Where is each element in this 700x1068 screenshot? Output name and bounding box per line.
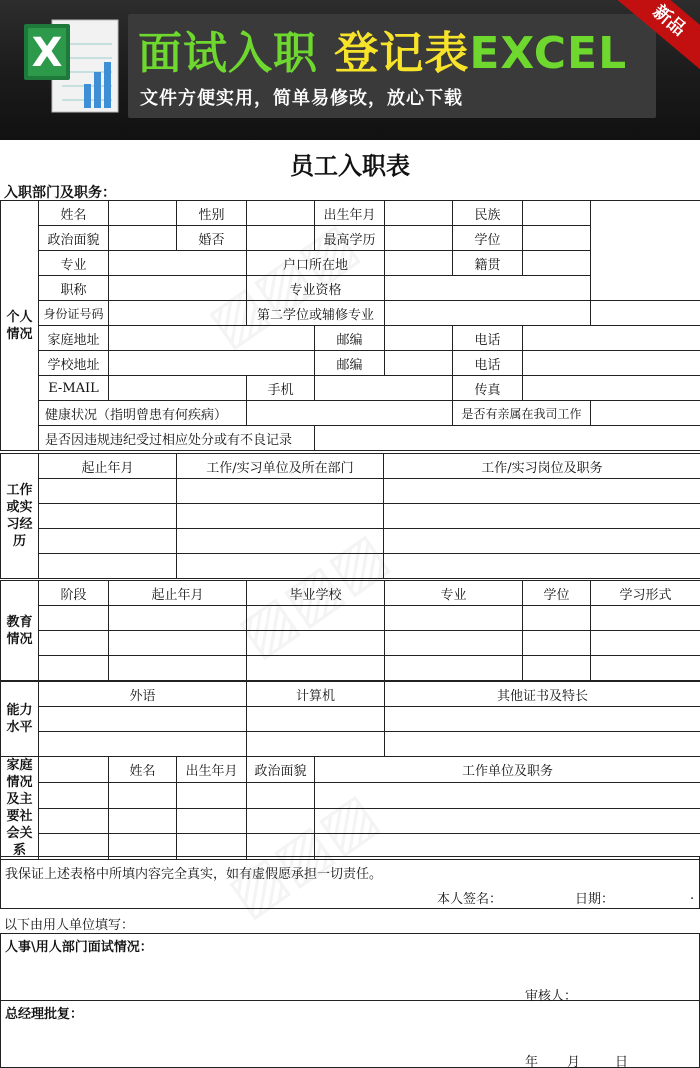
- header-stage: 阶段: [39, 581, 109, 606]
- value-cell[interactable]: [385, 276, 591, 301]
- value-cell[interactable]: [523, 656, 591, 681]
- label-native-place: 籍贯: [453, 251, 523, 276]
- value-cell[interactable]: [109, 251, 247, 276]
- value-cell[interactable]: [109, 376, 247, 401]
- value-cell[interactable]: [177, 479, 384, 504]
- value-cell[interactable]: [384, 504, 700, 529]
- value-cell[interactable]: [385, 606, 523, 631]
- value-cell[interactable]: [385, 251, 453, 276]
- label-education: 最高学历: [315, 226, 385, 251]
- value-cell[interactable]: [247, 656, 385, 681]
- value-cell[interactable]: [384, 554, 700, 579]
- value-cell[interactable]: [384, 479, 700, 504]
- header-computer: 计算机: [247, 682, 385, 707]
- banner-subtitle: 文件方便实用，简单易修改，放心下载: [140, 88, 463, 109]
- header-major: 专业: [385, 581, 523, 606]
- label-email: E-MAIL: [39, 376, 109, 401]
- reviewer-label: 审核人：: [525, 989, 578, 1004]
- value-cell[interactable]: [315, 426, 700, 451]
- value-cell[interactable]: [39, 757, 109, 783]
- header-position: 工作/实习岗位及职务: [384, 454, 700, 479]
- value-cell[interactable]: [385, 301, 591, 326]
- value-cell[interactable]: [247, 201, 315, 226]
- value-cell[interactable]: [39, 808, 109, 834]
- value-cell[interactable]: [315, 782, 700, 808]
- label-health: 健康状况（指明曾患有何疾病）: [39, 401, 247, 426]
- value-cell[interactable]: [385, 656, 523, 681]
- value-cell[interactable]: [247, 631, 385, 656]
- family-table: [0, 756, 700, 860]
- value-cell[interactable]: [109, 631, 247, 656]
- value-cell[interactable]: [247, 707, 385, 732]
- value-cell[interactable]: [39, 504, 177, 529]
- header-politics: 政治面貌: [247, 757, 315, 783]
- label-postcode: 邮编: [315, 326, 385, 351]
- value-cell[interactable]: [385, 201, 453, 226]
- header-period: 起止年月: [109, 581, 247, 606]
- year-label: 年: [525, 1055, 539, 1068]
- value-cell[interactable]: [385, 732, 700, 757]
- value-cell[interactable]: [39, 529, 177, 554]
- label-marital: 婚否: [177, 226, 247, 251]
- label-politics: 政治面貌: [39, 226, 109, 251]
- value-cell[interactable]: [177, 554, 384, 579]
- value-cell[interactable]: [39, 606, 109, 631]
- banner-title-part1: 面试入职: [138, 28, 318, 79]
- date-end: .: [690, 888, 695, 903]
- value-cell[interactable]: [591, 631, 700, 656]
- label-birth: 出生年月: [315, 201, 385, 226]
- value-cell[interactable]: [591, 301, 700, 326]
- personal-section-label: 个人情况: [1, 201, 39, 451]
- value-cell[interactable]: [109, 782, 177, 808]
- signature-label: 本人签名：: [437, 892, 503, 907]
- label-disciplinary: 是否因违规违纪受过相应处分或有不良记录: [39, 426, 315, 451]
- value-cell[interactable]: [39, 554, 177, 579]
- label-ethnicity: 民族: [453, 201, 523, 226]
- value-cell[interactable]: [247, 226, 315, 251]
- label-fax: 传真: [453, 376, 523, 401]
- banner-title-part3: EXCEL: [469, 28, 628, 79]
- value-cell[interactable]: [39, 631, 109, 656]
- value-cell[interactable]: [591, 656, 700, 681]
- value-cell[interactable]: [523, 606, 591, 631]
- label-mobile: 手机: [247, 376, 315, 401]
- header-degree: 学位: [523, 581, 591, 606]
- value-cell[interactable]: [523, 226, 591, 251]
- declaration-box: [0, 856, 700, 909]
- banner-title-part2: 登记表: [334, 28, 470, 79]
- value-cell[interactable]: [523, 631, 591, 656]
- value-cell[interactable]: [385, 631, 523, 656]
- value-cell[interactable]: [109, 276, 247, 301]
- value-cell[interactable]: [385, 226, 453, 251]
- value-cell[interactable]: [109, 301, 247, 326]
- photo-cell[interactable]: [591, 201, 700, 301]
- work-section-label: 工作或实习经历: [1, 454, 39, 579]
- value-cell[interactable]: [523, 351, 700, 376]
- header-language: 外语: [39, 682, 247, 707]
- header-name: 姓名: [109, 757, 177, 783]
- header-period: 起止年月: [39, 454, 177, 479]
- value-cell[interactable]: [39, 479, 177, 504]
- value-cell[interactable]: [109, 656, 247, 681]
- value-cell[interactable]: [247, 401, 453, 426]
- value-cell[interactable]: [247, 606, 385, 631]
- interview-box[interactable]: [0, 933, 700, 1004]
- header-employer: 工作单位及职务: [315, 757, 700, 783]
- label-school-address: 学校地址: [39, 351, 109, 376]
- ability-table: [0, 681, 700, 757]
- label-title: 职称: [39, 276, 109, 301]
- label-hukou: 户口所在地: [247, 251, 385, 276]
- label-phone: 电话: [453, 351, 523, 376]
- svg-text:X: X: [31, 30, 63, 76]
- value-cell[interactable]: [39, 782, 109, 808]
- header-certificates: 其他证书及特长: [385, 682, 700, 707]
- value-cell[interactable]: [384, 529, 700, 554]
- new-ribbon-label: 新品: [648, 1, 690, 41]
- date-label: 日期：: [575, 892, 615, 907]
- month-label: 月: [567, 1055, 581, 1068]
- label-qualification: 专业资格: [247, 276, 385, 301]
- value-cell[interactable]: [109, 351, 315, 376]
- label-degree: 学位: [453, 226, 523, 251]
- value-cell[interactable]: [523, 326, 700, 351]
- value-cell[interactable]: [523, 201, 591, 226]
- value-cell[interactable]: [385, 707, 700, 732]
- label-name: 姓名: [39, 201, 109, 226]
- value-cell[interactable]: [247, 808, 315, 834]
- ability-section-label: 能力水平: [1, 682, 39, 757]
- value-cell[interactable]: [315, 376, 453, 401]
- value-cell[interactable]: [109, 226, 177, 251]
- value-cell[interactable]: [109, 201, 177, 226]
- value-cell[interactable]: [39, 707, 247, 732]
- label-home-address: 家庭地址: [39, 326, 109, 351]
- employer-note: 以下由用人单位填写：: [4, 918, 135, 933]
- value-cell[interactable]: [385, 351, 453, 376]
- interview-label: 人事\用人部门面试情况：: [5, 940, 153, 955]
- work-table: [0, 453, 700, 579]
- value-cell[interactable]: [39, 656, 109, 681]
- header-employer: 工作/实习单位及所在部门: [177, 454, 384, 479]
- family-section-label: 家庭情况及主要社会关系: [1, 757, 39, 860]
- value-cell[interactable]: [109, 606, 247, 631]
- personal-table: [0, 200, 700, 451]
- declaration-text: 我保证上述表格中所填内容完全真实，如有虚假愿承担一切责任。: [5, 867, 383, 882]
- value-cell[interactable]: [177, 782, 247, 808]
- label-id-number: 身份证号码: [39, 301, 109, 326]
- header-school: 毕业学校: [247, 581, 385, 606]
- value-cell[interactable]: [177, 529, 384, 554]
- label-relatives: 是否有亲属在我司工作: [453, 401, 591, 426]
- value-cell[interactable]: [109, 326, 315, 351]
- header-banner: [0, 0, 700, 140]
- form-title: 员工入职表: [290, 151, 410, 180]
- value-cell[interactable]: [315, 808, 700, 834]
- excel-icon: [22, 14, 124, 122]
- value-cell[interactable]: [523, 376, 700, 401]
- value-cell[interactable]: [591, 606, 700, 631]
- value-cell[interactable]: [109, 808, 177, 834]
- value-cell[interactable]: [247, 782, 315, 808]
- value-cell[interactable]: [39, 732, 247, 757]
- dept-label: 入职部门及职务：: [4, 185, 116, 201]
- value-cell[interactable]: [385, 326, 453, 351]
- value-cell[interactable]: [591, 401, 700, 426]
- day-label: 日: [615, 1055, 629, 1068]
- value-cell[interactable]: [177, 808, 247, 834]
- label-major: 专业: [39, 251, 109, 276]
- banner-title: [138, 26, 627, 82]
- header-birth: 出生年月: [177, 757, 247, 783]
- label-gender: 性别: [177, 201, 247, 226]
- value-cell[interactable]: [177, 504, 384, 529]
- gm-label: 总经理批复：: [5, 1007, 84, 1022]
- education-section-label: 教育情况: [1, 581, 39, 681]
- label-postcode: 邮编: [315, 351, 385, 376]
- education-table: [0, 580, 700, 681]
- label-phone: 电话: [453, 326, 523, 351]
- value-cell[interactable]: [523, 251, 591, 276]
- label-second-degree: 第二学位或辅修专业: [247, 301, 385, 326]
- header-study-form: 学习形式: [591, 581, 700, 606]
- value-cell[interactable]: [247, 732, 385, 757]
- gm-approval-box[interactable]: [0, 1000, 700, 1068]
